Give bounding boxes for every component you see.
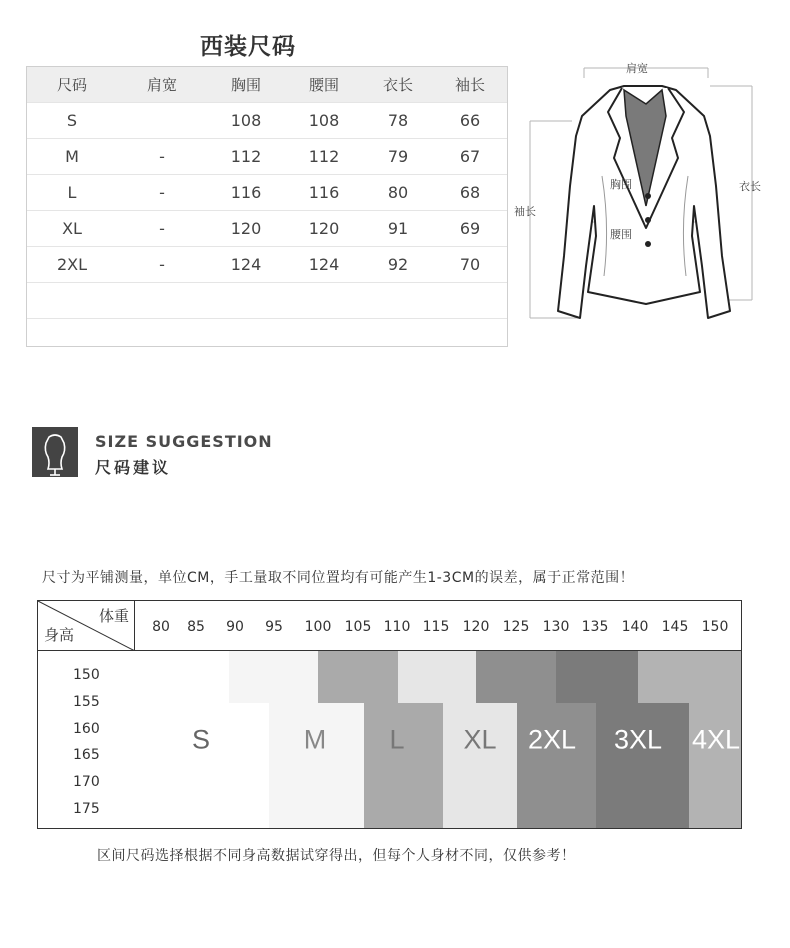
chest-label: 胸围 bbox=[610, 178, 632, 191]
size-label: 4XL bbox=[691, 724, 741, 755]
weight-label: 130 bbox=[542, 619, 570, 635]
table-row bbox=[27, 246, 507, 282]
shoulder-label: 肩宽 bbox=[626, 62, 648, 75]
weight-label: 100 bbox=[304, 619, 332, 635]
weight-label: 125 bbox=[502, 619, 530, 635]
header-cell: 衣长 bbox=[382, 76, 413, 94]
table-cell: L bbox=[67, 183, 77, 202]
table-cell: 80 bbox=[387, 183, 409, 202]
table-cell: 108 bbox=[230, 111, 262, 130]
height-axis-label: 身高 bbox=[44, 626, 75, 644]
height-label: 150 bbox=[73, 667, 100, 683]
size-region bbox=[364, 703, 443, 829]
measurement-note: 尺寸为平铺测量，单位CM，手工量取不同位置均有可能产生1-3CM的误差，属于正常范围！ bbox=[42, 570, 635, 586]
table-cell: - bbox=[159, 219, 165, 238]
table-cell: 112 bbox=[230, 147, 262, 166]
sleeve-label: 袖长 bbox=[514, 205, 536, 218]
table-cell: XL bbox=[62, 219, 82, 238]
size-region bbox=[517, 703, 596, 829]
size-label: 3XL bbox=[613, 724, 663, 755]
size-label: M bbox=[303, 724, 327, 755]
size-region bbox=[596, 703, 689, 829]
size-region bbox=[135, 703, 269, 829]
weight-label: 90 bbox=[226, 619, 244, 635]
size-region bbox=[398, 651, 476, 703]
page-title: 西装尺码 bbox=[200, 34, 296, 60]
size-table bbox=[26, 66, 508, 347]
size-region bbox=[318, 651, 398, 703]
weight-label: 80 bbox=[152, 619, 170, 635]
weight-label: 150 bbox=[701, 619, 729, 635]
suggestion-title-en: SIZE SUGGESTION bbox=[95, 432, 273, 451]
table-cell: 70 bbox=[459, 255, 481, 274]
weight-label: 140 bbox=[621, 619, 649, 635]
table-cell: - bbox=[159, 183, 165, 202]
table-row bbox=[27, 282, 507, 318]
table-cell: 116 bbox=[308, 183, 340, 202]
height-label: 175 bbox=[73, 801, 100, 817]
size-label: XL bbox=[463, 724, 497, 755]
table-row bbox=[27, 102, 507, 138]
size-region bbox=[443, 703, 517, 829]
size-region bbox=[556, 651, 638, 703]
size-region bbox=[476, 651, 556, 703]
mannequin-icon bbox=[32, 427, 78, 477]
table-cell: S bbox=[66, 111, 78, 130]
weight-label: 95 bbox=[265, 619, 283, 635]
table-cell: 120 bbox=[308, 219, 340, 238]
size-label: S bbox=[191, 724, 211, 755]
table-cell: 69 bbox=[459, 219, 481, 238]
table-row bbox=[27, 318, 507, 354]
table-cell: 92 bbox=[387, 255, 409, 274]
size-region bbox=[638, 651, 742, 703]
height-label: 165 bbox=[73, 747, 100, 763]
table-row bbox=[27, 174, 507, 210]
table-cell: 78 bbox=[387, 111, 409, 130]
size-region bbox=[689, 703, 742, 829]
table-corner bbox=[38, 601, 135, 651]
suggestion-title-cn: 尺码建议 bbox=[95, 458, 172, 477]
weight-label: 135 bbox=[581, 619, 609, 635]
weight-label: 120 bbox=[462, 619, 490, 635]
table-cell: 120 bbox=[230, 219, 262, 238]
table-cell: 79 bbox=[387, 147, 409, 166]
table-cell: 124 bbox=[308, 255, 340, 274]
table-row bbox=[27, 210, 507, 246]
table-row bbox=[27, 138, 507, 174]
size-table-header bbox=[27, 67, 507, 102]
disclaimer-note: 区间尺码选择根据不同身高数据试穿得出，但每个人身材不同，仅供参考！ bbox=[97, 848, 576, 864]
height-label: 155 bbox=[73, 694, 100, 710]
size-label: 2XL bbox=[527, 724, 577, 755]
weight-label: 85 bbox=[187, 619, 205, 635]
header-cell: 肩宽 bbox=[146, 76, 177, 94]
table-cell: - bbox=[159, 255, 165, 274]
weight-label: 110 bbox=[383, 619, 411, 635]
weight-label: 145 bbox=[661, 619, 689, 635]
size-region bbox=[135, 651, 229, 703]
table-cell: 67 bbox=[459, 147, 481, 166]
height-label: 160 bbox=[73, 721, 100, 737]
size-recommendation-table bbox=[37, 600, 742, 829]
waist-label: 腰围 bbox=[610, 228, 632, 241]
table-cell: 108 bbox=[308, 111, 340, 130]
table-cell: 112 bbox=[308, 147, 340, 166]
weight-axis-label: 体重 bbox=[98, 607, 129, 625]
table-cell: 124 bbox=[230, 255, 262, 274]
header-cell: 胸围 bbox=[230, 76, 261, 94]
size-region bbox=[229, 651, 318, 703]
length-label: 衣长 bbox=[739, 180, 761, 193]
table-cell: 2XL bbox=[56, 255, 88, 274]
header-cell: 尺码 bbox=[56, 76, 87, 94]
height-label: 170 bbox=[73, 774, 100, 790]
table-cell: - bbox=[159, 147, 165, 166]
table-cell: M bbox=[65, 147, 79, 166]
weight-label: 115 bbox=[422, 619, 450, 635]
size-region bbox=[269, 703, 364, 829]
jacket-diagram bbox=[510, 56, 780, 328]
header-cell: 腰围 bbox=[308, 76, 339, 94]
size-table-body bbox=[27, 102, 507, 354]
table-cell: 116 bbox=[230, 183, 262, 202]
header-cell: 袖长 bbox=[454, 76, 485, 94]
table-cell: 91 bbox=[387, 219, 409, 238]
table-cell: 68 bbox=[459, 183, 481, 202]
weight-label: 105 bbox=[344, 619, 372, 635]
table-cell: 66 bbox=[459, 111, 481, 130]
size-label: L bbox=[389, 724, 405, 755]
